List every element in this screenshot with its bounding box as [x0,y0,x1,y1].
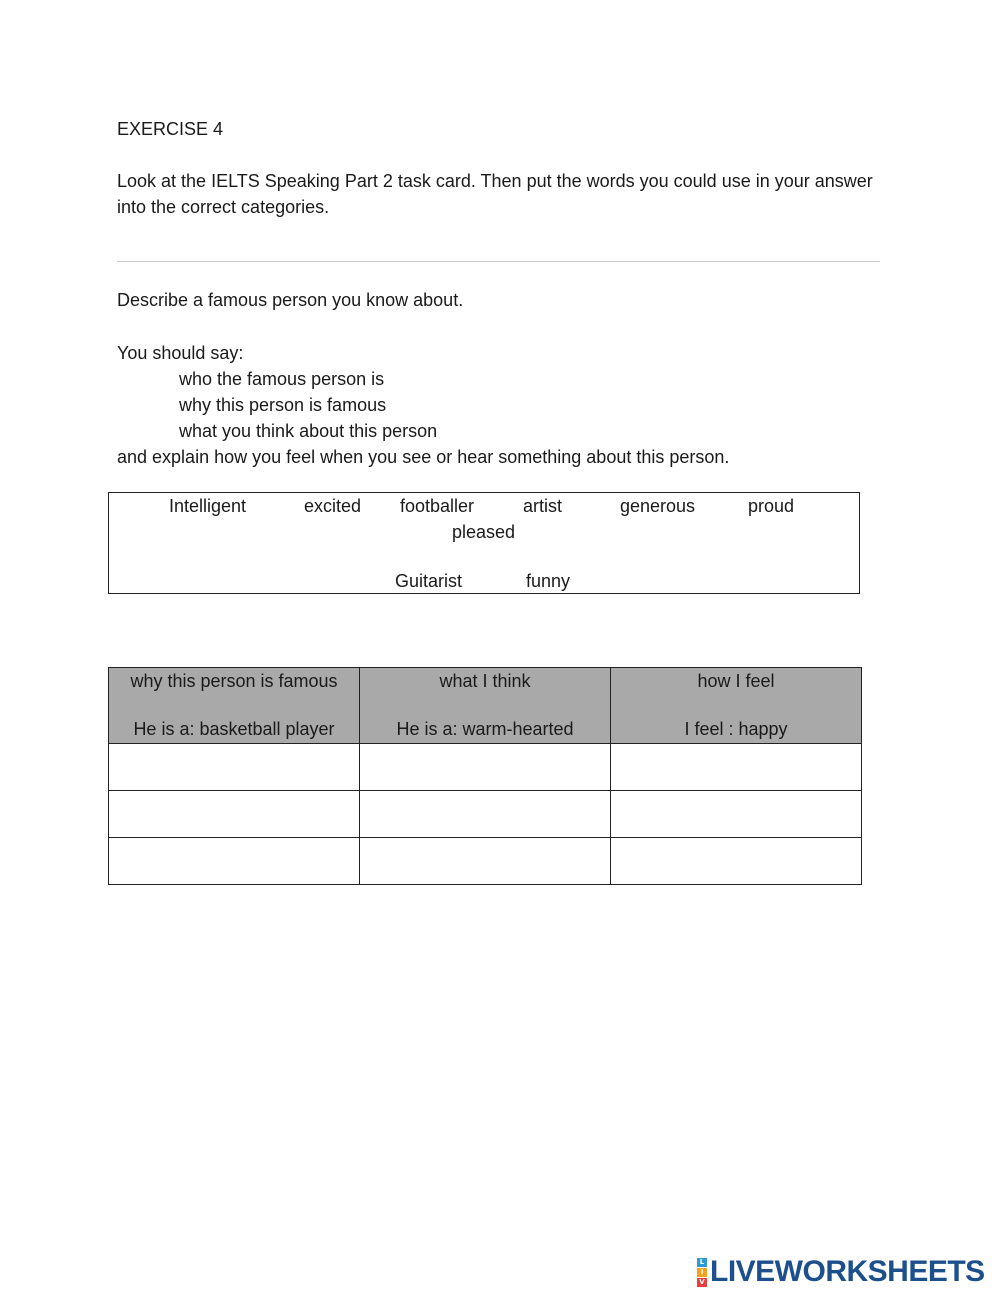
word-chip[interactable]: footballer [400,496,475,516]
column-heading: why this person is famous [130,671,338,691]
word-chip[interactable]: Guitarist [395,571,463,591]
should-say-label: You should say: [117,343,244,363]
word-chip[interactable]: proud [748,496,795,516]
task-prompt: Describe a famous person you know about. [117,290,464,310]
drop-cell[interactable] [611,744,862,791]
word-chip[interactable]: pleased [452,522,516,542]
column-example: I feel : happy [684,719,788,739]
categories-table [108,667,862,885]
divider [117,261,880,262]
column-heading: what I think [439,671,531,691]
table-header-row [109,668,862,744]
drop-cell[interactable] [611,838,862,885]
word-chip[interactable]: funny [526,571,571,591]
table-row [109,744,862,791]
drop-cell[interactable] [109,838,360,885]
column-example: He is a: basketball player [133,719,335,739]
table-row [109,838,862,885]
word-bank [108,492,860,594]
logo-text: LIVEWORKSHEETS [710,1255,985,1288]
drop-cell[interactable] [109,791,360,838]
task-point-1: who the famous person is [179,369,385,389]
exercise-title: EXERCISE 4 [117,119,224,139]
task-point-3: what you think about this person [179,421,438,441]
drop-cell[interactable] [360,744,611,791]
logo-icon: L I V [697,1258,707,1287]
exercise-instructions: Look at the IELTS Speaking Part 2 task card. Then put the words you could use in your answer into the correct categories. [117,171,873,217]
table-row [109,791,862,838]
liveworksheets-logo [697,1255,985,1289]
word-chip[interactable]: excited [304,496,362,516]
word-chip[interactable]: artist [523,496,563,516]
drop-cell[interactable] [109,744,360,791]
column-heading: how I feel [697,671,775,691]
drop-cell[interactable] [360,838,611,885]
column-example: He is a: warm-hearted [396,719,574,739]
drop-cell[interactable] [611,791,862,838]
task-closing: and explain how you feel when you see or hear something about this person. [117,447,730,467]
drop-cell[interactable] [360,791,611,838]
word-chip[interactable]: generous [620,496,696,516]
column-header [360,668,611,744]
column-header [109,668,360,744]
column-header [611,668,862,744]
word-chip[interactable]: Intelligent [169,496,247,516]
task-point-2: why this person is famous [179,395,387,415]
